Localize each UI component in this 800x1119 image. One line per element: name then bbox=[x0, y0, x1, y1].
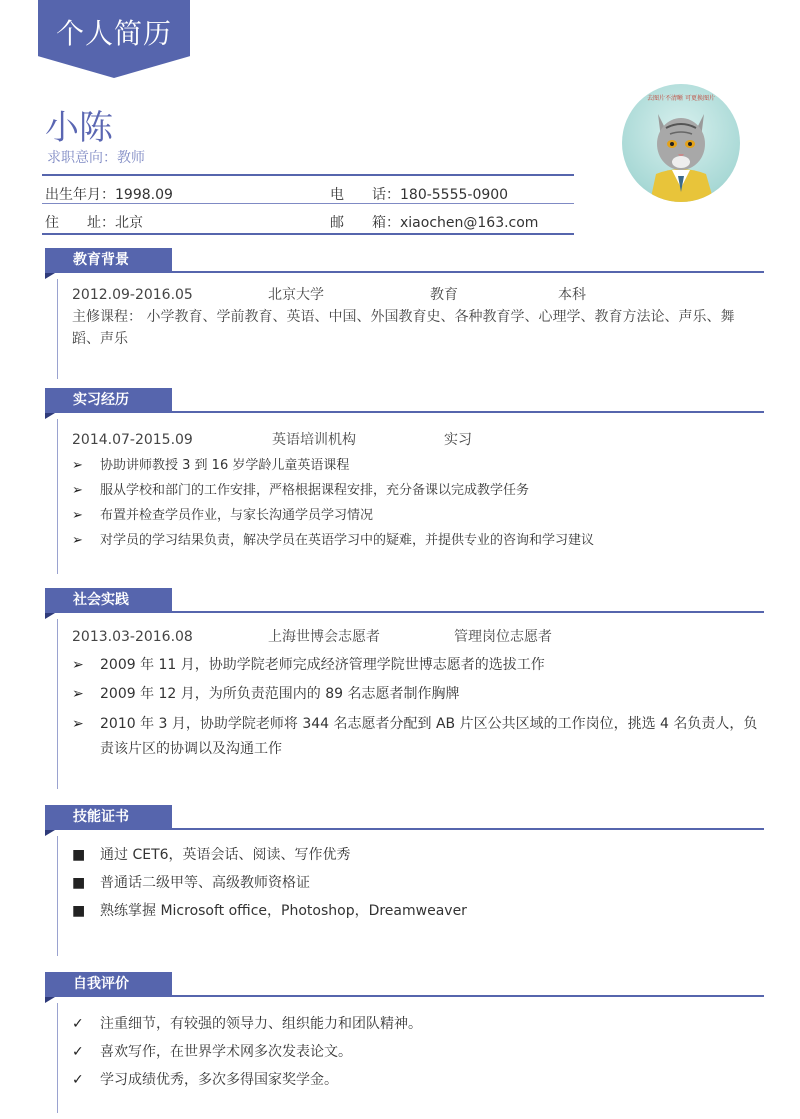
phone-info bbox=[330, 184, 508, 204]
list-item: ■ 通过 CET6，英语会话、阅读、写作优秀 bbox=[72, 844, 351, 866]
education-degree: 本科 bbox=[558, 287, 586, 303]
info-divider-top bbox=[42, 174, 574, 176]
list-item: ➢ 2009 年 12 月，为所负责范围内的 89 名志愿者制作胸牌 bbox=[72, 683, 460, 705]
list-item: ➢ 服从学校和部门的工作安排，严格根据课程安排，充分备课以完成教学任务 bbox=[72, 480, 529, 502]
job-intent: 求职意向：教师 bbox=[47, 150, 145, 166]
list-item: ✓ 注重细节，有较强的领导力、组织能力和团队精神。 bbox=[72, 1013, 422, 1035]
list-item: ➢ 2010 年 3 月，协助学院老师将 344 名志愿者分配到 AB 片区公共区域的工作岗位，挑选 4 名负责人，负责该片区的协调以及沟通工作 bbox=[72, 712, 762, 762]
address-label: 住 址： bbox=[45, 215, 115, 231]
section-rule-internship bbox=[57, 419, 58, 574]
check-bullet-icon: ✓ bbox=[72, 1044, 84, 1060]
square-bullet-icon: ■ bbox=[72, 847, 86, 863]
email-info bbox=[330, 212, 538, 232]
section-title-internship: 实习经历 bbox=[45, 388, 172, 413]
address-value: 北京 bbox=[115, 215, 143, 231]
section-title-practice: 社会实践 bbox=[45, 588, 172, 613]
address-info bbox=[45, 212, 143, 232]
profile-photo bbox=[622, 84, 740, 202]
internship-role: 实习 bbox=[444, 432, 472, 448]
education-school: 北京大学 bbox=[268, 287, 324, 303]
section-title-self: 自我评价 bbox=[45, 972, 172, 997]
square-bullet-icon: ■ bbox=[72, 903, 86, 919]
section-title-skills: 技能证书 bbox=[45, 805, 172, 830]
section-rule-education bbox=[57, 279, 58, 379]
phone-label: 电 话： bbox=[330, 187, 400, 203]
email-value: xiaochen@163.com bbox=[400, 215, 539, 231]
info-divider-bottom bbox=[42, 233, 574, 235]
section-rule-practice bbox=[57, 619, 58, 789]
email-label: 邮 箱： bbox=[330, 215, 400, 231]
education-courses: 主修课程： 小学教育、学前教育、英语、中国、外国教育史、各种教育学、心理学、教育方法论、声乐、舞蹈、声乐 bbox=[72, 309, 735, 347]
list-item: ➢ 对学员的学习结果负责，解决学员在英语学习中的疑难，并提供专业的咨询和学习建议 bbox=[72, 530, 594, 552]
arrow-bullet-icon: ➢ bbox=[72, 533, 83, 548]
list-item: ✓ 喜欢写作，在世界学术网多次发表论文。 bbox=[72, 1041, 352, 1063]
arrow-bullet-icon: ➢ bbox=[72, 686, 84, 702]
practice-org: 上海世博会志愿者 bbox=[268, 629, 380, 645]
arrow-bullet-icon: ➢ bbox=[72, 657, 84, 673]
photo-caption: 去图片不清晰 可更换图片 bbox=[647, 95, 715, 102]
section-corner-skills bbox=[45, 830, 55, 836]
list-item: ✓ 学习成绩优秀，多次多得国家奖学金。 bbox=[72, 1069, 338, 1091]
check-bullet-icon: ✓ bbox=[72, 1072, 84, 1088]
arrow-bullet-icon: ➢ bbox=[72, 716, 84, 732]
section-rule-self bbox=[57, 1003, 58, 1113]
cat-avatar-icon bbox=[622, 84, 740, 202]
list-item: ➢ 2009 年 11 月，协助学院老师完成经济管理学院世博志愿者的选拔工作 bbox=[72, 654, 545, 676]
phone-value: 180-5555-0900 bbox=[400, 187, 509, 203]
section-corner-internship bbox=[45, 413, 55, 419]
internship-period: 2014.07-2015.09 bbox=[72, 432, 193, 448]
section-line-skills bbox=[172, 828, 764, 830]
birth-label: 出生年月： bbox=[45, 187, 115, 203]
arrow-bullet-icon: ➢ bbox=[72, 458, 83, 473]
list-item: ➢ 布置并检查学员作业，与家长沟通学员学习情况 bbox=[72, 505, 373, 527]
list-item: ■ 熟练掌握 Microsoft office，Photoshop，Dreamweaver bbox=[72, 900, 467, 922]
birth-value: 1998.09 bbox=[115, 187, 173, 203]
section-line-education bbox=[172, 271, 764, 273]
arrow-bullet-icon: ➢ bbox=[72, 483, 83, 498]
section-rule-skills bbox=[57, 836, 58, 956]
practice-period: 2013.03-2016.08 bbox=[72, 629, 193, 645]
practice-role: 管理岗位志愿者 bbox=[454, 629, 552, 645]
resume-title: 个人简历 bbox=[55, 17, 172, 50]
birth-info bbox=[45, 184, 173, 204]
list-item: ■ 普通话二级甲等、高级教师资格证 bbox=[72, 872, 310, 894]
section-corner-education bbox=[45, 273, 55, 279]
section-corner-practice bbox=[45, 613, 55, 619]
section-line-practice bbox=[172, 611, 764, 613]
section-corner-self bbox=[45, 997, 55, 1003]
education-period: 2012.09-2016.05 bbox=[72, 287, 193, 303]
list-item: ➢ 协助讲师教授 3 到 16 岁学龄儿童英语课程 bbox=[72, 455, 349, 477]
check-bullet-icon: ✓ bbox=[72, 1016, 84, 1032]
candidate-name: 小陈 bbox=[45, 108, 113, 148]
education-major: 教育 bbox=[430, 287, 458, 303]
arrow-bullet-icon: ➢ bbox=[72, 508, 83, 523]
section-line-internship bbox=[172, 411, 764, 413]
info-divider-mid bbox=[42, 203, 574, 204]
section-line-self bbox=[172, 995, 764, 997]
section-title-education: 教育背景 bbox=[45, 248, 172, 273]
square-bullet-icon: ■ bbox=[72, 875, 86, 891]
internship-org: 英语培训机构 bbox=[272, 432, 356, 448]
